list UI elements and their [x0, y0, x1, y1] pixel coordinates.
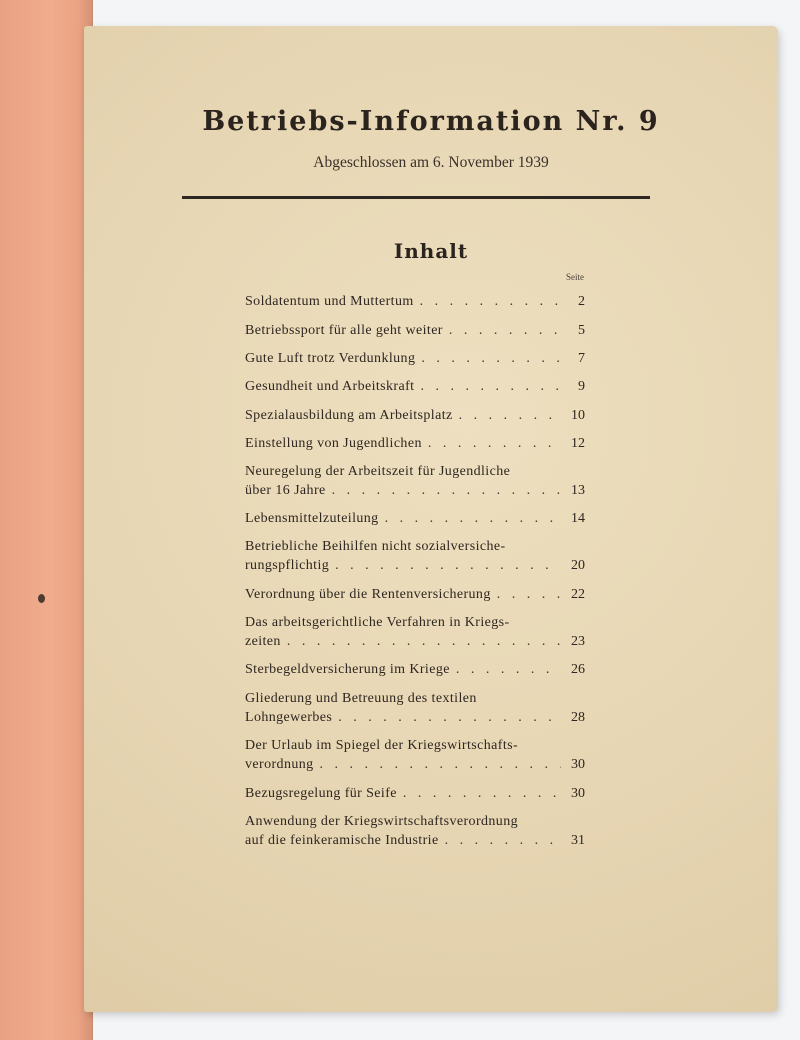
document-page: [84, 26, 778, 1012]
toc-page-number: 30: [571, 757, 585, 772]
toc-entry: [245, 537, 585, 575]
toc-page-number: 12: [571, 436, 585, 451]
toc-entry: [245, 406, 585, 425]
toc-page-number: 9: [578, 379, 585, 394]
toc-entry: [245, 613, 585, 651]
booklet-cover-edge: [0, 0, 93, 1040]
toc-entry-title: Anwendung der Kriegswirtschaftsverordnung: [245, 814, 519, 829]
toc-page-number: 7: [578, 351, 585, 366]
toc-entry-title: über 16 Jahre: [245, 483, 326, 498]
toc-leader-dots: [287, 632, 561, 651]
toc-entry-line: [245, 755, 585, 774]
toc-entry-title: zeiten: [245, 634, 281, 649]
toc-entry-line: [245, 556, 585, 575]
toc-entry: [245, 660, 585, 679]
toc-entry-line: [245, 812, 585, 831]
toc-entry-title: Spezialausbildung am Arbeitsplatz: [245, 408, 453, 423]
toc-leader-dots: [338, 708, 561, 727]
toc-entry: [245, 377, 585, 396]
toc-leader-dots: [420, 292, 561, 311]
document-subtitle: Abgeschlossen am 6. November 1939: [313, 154, 549, 171]
toc-entry-line: [245, 632, 585, 651]
toc-entry: [245, 321, 585, 340]
toc-leader-dots: [445, 831, 561, 850]
toc-entry: [245, 509, 585, 528]
toc-entry-line: [245, 292, 585, 311]
toc-leader-dots: [385, 509, 561, 528]
toc-leader-dots: [403, 784, 561, 803]
toc-entry: [245, 736, 585, 774]
toc-entry: [245, 784, 585, 803]
toc-entry: [245, 434, 585, 453]
toc-entry-title: Gliederung und Betreuung des textilen: [245, 691, 477, 706]
toc-entry: [245, 462, 585, 500]
toc-entry-line: [245, 509, 585, 528]
toc-entry: [245, 689, 585, 727]
toc-leader-dots: [497, 585, 561, 604]
toc-page-number: 13: [571, 483, 585, 498]
toc-leader-dots: [449, 321, 561, 340]
toc-page-number: 30: [571, 786, 585, 801]
toc-page-number: 26: [571, 662, 585, 677]
toc-entry-title: Lebensmittelzuteilung: [245, 511, 379, 526]
toc-page-number: 31: [571, 833, 585, 848]
toc-entry-line: [245, 660, 585, 679]
toc-entry-line: [245, 784, 585, 803]
toc-page-number: 10: [571, 408, 585, 423]
toc-entry-title: rungspflichtig: [245, 558, 330, 573]
staple-hole: [38, 594, 45, 603]
toc-entry: [245, 812, 585, 850]
toc-entry-title: Soldatentum und Muttertum: [245, 294, 414, 309]
toc-entry-line: [245, 613, 585, 632]
toc-entry-line: [245, 377, 585, 396]
toc-page-number: 2: [578, 294, 585, 309]
toc-entry-title: auf die feinkeramische Industrie: [245, 833, 439, 848]
toc-entry-title: Einstellung von Jugendlichen: [245, 436, 422, 451]
toc-leader-dots: [320, 755, 561, 774]
toc-entry-title: Bezugsregelung für Seife: [245, 786, 397, 801]
toc-entry: [245, 292, 585, 311]
toc-leader-dots: [459, 406, 561, 425]
toc-leader-dots: [428, 434, 561, 453]
toc-entry: [245, 349, 585, 368]
toc-entry-line: [245, 462, 585, 481]
toc-page-number: 22: [571, 587, 585, 602]
toc-entry-line: [245, 321, 585, 340]
toc-entry-title: Betriebssport für alle geht weiter: [245, 323, 443, 338]
toc-entry-line: [245, 406, 585, 425]
toc-page-number: 5: [578, 323, 585, 338]
toc-leader-dots: [332, 481, 561, 500]
toc-entry-line: [245, 708, 585, 727]
toc-leader-dots: [421, 349, 561, 368]
toc-entry-title: Das arbeitsgerichtliche Verfahren in Kriegs-: [245, 615, 510, 630]
document-title: Betriebs-Information Nr. 9: [202, 106, 660, 137]
toc-page-number: 20: [571, 558, 585, 573]
title-divider: [182, 196, 650, 199]
toc-entry-line: [245, 736, 585, 755]
toc-entry-title: Sterbegeldversicherung im Kriege: [245, 662, 450, 677]
toc-page-number: 28: [571, 710, 585, 725]
toc-page-number: 23: [571, 634, 585, 649]
toc-entry-title: Der Urlaub im Spiegel der Kriegswirtschafts-: [245, 738, 519, 753]
toc-page-number: 14: [571, 511, 585, 526]
toc-entry-title: Verordnung über die Rentenversicherung: [245, 587, 491, 602]
toc-heading: Inhalt: [393, 239, 469, 263]
toc-entry-line: [245, 585, 585, 604]
page-column-label: Seite: [566, 272, 584, 282]
toc-entry-title: Betriebliche Beihilfen nicht sozialversiche-: [245, 539, 506, 554]
toc-entry-title: Gesundheit und Arbeitskraft: [245, 379, 415, 394]
toc-leader-dots: [420, 377, 561, 396]
toc-entry-line: [245, 434, 585, 453]
toc-entry-line: [245, 831, 585, 850]
toc-entry-title: Lohngewerbes: [245, 710, 333, 725]
toc-entry-line: [245, 349, 585, 368]
toc-entry-line: [245, 689, 585, 708]
toc-leader-dots: [456, 660, 561, 679]
toc-entry: [245, 585, 585, 604]
toc-entry-line: [245, 481, 585, 500]
toc-entry-line: [245, 537, 585, 556]
toc-leader-dots: [335, 556, 561, 575]
toc-entry-title: Neuregelung der Arbeitszeit für Jugendliche: [245, 464, 511, 479]
toc-entry-title: verordnung: [245, 757, 314, 772]
toc-entry-title: Gute Luft trotz Verdunklung: [245, 351, 416, 366]
